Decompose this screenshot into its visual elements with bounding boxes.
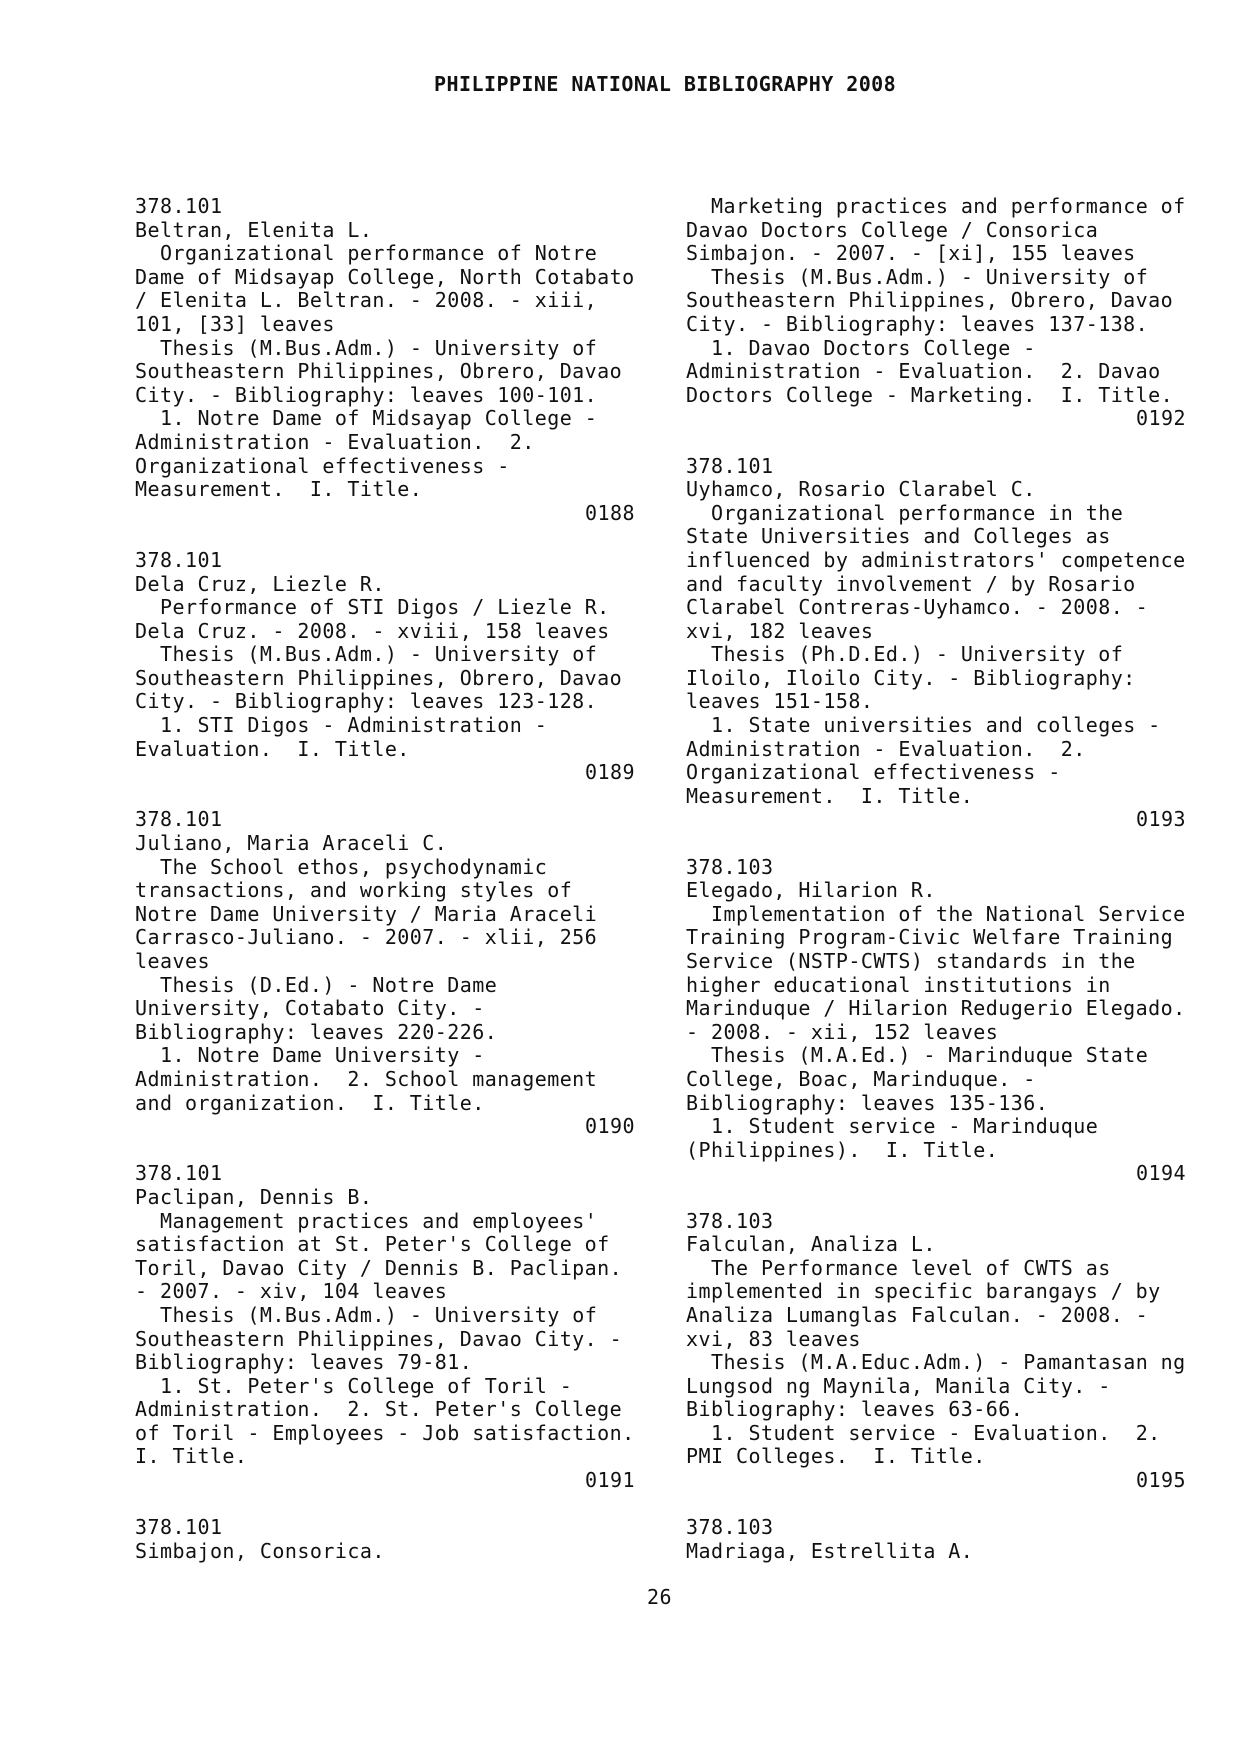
paragraph-first-line: Organizational performance of Notre [160,241,598,266]
paragraph-first-line: Thesis (M.Bus.Adm.) - University of [160,335,598,360]
description-line: Organizational effectiveness - [135,453,510,478]
author-heading: Elegado, Hilarion R. [686,878,936,903]
bibliography-entry [686,856,1186,1186]
description-line: Southeastern Philippines, Davao City. - [135,1326,623,1351]
bibliography-entry [686,1210,1186,1493]
description-line: Dame of Midsayap College, North Cotabato [135,264,635,289]
class-number: 378.101 [135,807,223,832]
paragraph-first-line: Marketing practices and performance of [711,194,1186,218]
paragraph-first-line: Thesis (M.A.Ed.) - Marinduque State [711,1043,1149,1068]
paragraph-first-line: Thesis (M.Bus.Adm.) - University of [711,264,1149,289]
accession-number: 0191 [585,1468,635,1493]
description-line: Administration. 2. St. Peter's College [135,1397,623,1422]
author-heading: Juliano, Maria Araceli C. [135,831,448,856]
description-line: Southeastern Philippines, Obrero, Davao [135,665,623,690]
class-number: 378.101 [135,547,223,572]
description-line: City. - Bibliography: leaves 100-101. [135,382,598,407]
author-heading: Paclipan, Dennis B. [135,1184,373,1209]
description-line: - 2007. - xiv, 104 leaves [135,1279,448,1304]
bibliography-entry [686,455,1186,833]
description-line: Southeastern Philippines, Obrero, Davao [686,288,1174,313]
description-line: Organizational effectiveness - [686,760,1061,785]
paragraph-first-line: Thesis (M.A.Educ.Adm.) - Pamantasan ng [711,1350,1186,1375]
class-number: 378.103 [686,854,774,879]
description-line: xvi, 182 leaves [686,618,874,643]
description-line: xvi, 83 leaves [686,1326,861,1351]
author-heading: Madriaga, Estrellita A. [686,1538,974,1563]
accession-number: 0194 [1136,1161,1186,1186]
description-line: Bibliography: leaves 63-66. [686,1397,1024,1422]
description-line: Marinduque / Hilarion Redugerio Elegado. [686,996,1186,1021]
description-line: Bibliography: leaves 220-226. [135,1019,498,1044]
paragraph-first-line: Thesis (M.Bus.Adm.) - University of [160,1302,598,1327]
accession-number: 0190 [585,1114,635,1139]
description-line: 101, [33] leaves [135,311,335,336]
class-number: 378.101 [135,1161,223,1186]
description-line: I. Title. [135,1444,248,1469]
description-line: Service (NSTP-CWTS) standards in the [686,949,1136,973]
paragraph-first-line: Thesis (M.Bus.Adm.) - University of [160,642,598,667]
description-line: / Elenita L. Beltran. - 2008. - xiii, [135,288,598,313]
paragraph-first-line: The School ethos, psychodynamic [160,854,548,879]
paragraph-first-line: Implementation of the National Service [711,901,1186,926]
accession-number: 0195 [1136,1468,1186,1493]
description-line: College, Boac, Marinduque. - [686,1066,1036,1091]
paragraph-first-line: Organizational performance in the [711,500,1124,525]
paragraph-first-line: 1. Student service - Evaluation. 2. [711,1420,1161,1445]
description-line: Administration - Evaluation. 2. [686,736,1086,761]
description-line: Lungsod ng Maynila, Manila City. - [686,1373,1111,1398]
description-line: Doctors College - Marketing. I. Title. [686,382,1174,407]
description-line: Administration - Evaluation. 2. [135,429,535,454]
paragraph-first-line: 1. St. Peter's College of Toril - [160,1373,573,1398]
description-line: State Universities and Colleges as [686,524,1111,549]
accession-number: 0193 [1136,807,1186,832]
description-line: Carrasco-Juliano. - 2007. - xlii, 256 [135,925,598,950]
description-line: leaves 151-158. [686,689,874,714]
paragraph-first-line: Management practices and employees' [160,1208,598,1233]
description-line: Bibliography: leaves 135-136. [686,1090,1049,1115]
description-line: Simbajon. - 2007. - [xi], 155 leaves [686,241,1136,266]
bibliography-entry [135,1516,635,1563]
description-line: Measurement. I. Title. [135,477,423,502]
author-heading: Falculan, Analiza L. [686,1232,936,1257]
description-line: and organization. I. Title. [135,1090,485,1115]
description-line: of Toril - Employees - Job satisfaction. [135,1420,635,1445]
description-line: Clarabel Contreras-Uyhamco. - 2008. - [686,595,1149,620]
description-line: Administration - Evaluation. 2. Davao [686,359,1161,384]
description-line: implemented in specific barangays / by [686,1279,1161,1304]
description-line: satisfaction at St. Peter's College of [135,1232,610,1257]
description-line: Southeastern Philippines, Obrero, Davao [135,359,623,384]
paragraph-first-line: 1. State universities and colleges - [711,713,1161,738]
author-heading: Simbajon, Consorica. [135,1538,385,1563]
description-line: Training Program-Civic Welfare Training [686,925,1174,950]
class-number: 378.101 [686,453,774,478]
description-line: University, Cotabato City. - [135,996,485,1021]
paragraph-first-line: 1. Davao Doctors College - [711,335,1036,360]
page-number: 26 [647,1585,672,1609]
bibliography-entry [686,1516,1186,1563]
left-column [135,195,635,1563]
author-heading: Beltran, Elenita L. [135,217,373,242]
description-line: Bibliography: leaves 79-81. [135,1350,473,1375]
bibliography-entry [135,1162,635,1492]
bibliography-entry [135,549,635,785]
description-line: higher educational institutions in [686,972,1111,997]
description-line: Iloilo, Iloilo City. - Bibliography: [686,665,1136,690]
description-line: Measurement. I. Title. [686,783,974,808]
bibliography-entry [135,808,635,1138]
description-line: leaves [135,949,210,973]
description-line: influenced by administrators' competence [686,547,1186,572]
class-number: 378.101 [135,194,223,218]
class-number: 378.101 [135,1515,223,1540]
paragraph-first-line: Thesis (Ph.D.Ed.) - University of [711,642,1124,667]
class-number: 378.103 [686,1515,774,1540]
accession-number: 0189 [585,760,635,785]
paragraph-first-line: 1. Notre Dame University - [160,1043,485,1068]
description-line: Notre Dame University / Maria Araceli [135,901,598,926]
paragraph-first-line: 1. STI Digos - Administration - [160,713,548,738]
author-heading: Dela Cruz, Liezle R. [135,571,385,596]
description-line: Analiza Lumanglas Falculan. - 2008. - [686,1302,1149,1327]
paragraph-first-line: The Performance level of CWTS as [711,1255,1111,1280]
description-line: - 2008. - xii, 152 leaves [686,1019,999,1044]
accession-number: 0188 [585,500,635,525]
page-header-title: PHILIPPINE NATIONAL BIBLIOGRAPHY 2008 [434,72,897,96]
paragraph-first-line: Thesis (D.Ed.) - Notre Dame [160,972,498,997]
paragraph-first-line: Performance of STI Digos / Liezle R. [160,595,610,620]
description-line: Toril, Davao City / Dennis B. Paclipan. [135,1255,623,1280]
description-line: City. - Bibliography: leaves 123-128. [135,689,598,714]
description-line: and faculty involvement / by Rosario [686,571,1136,596]
description-line: Administration. 2. School management [135,1066,598,1091]
accession-number: 0192 [1136,406,1186,431]
bibliography-entry [686,195,1186,431]
author-heading: Uyhamco, Rosario Clarabel C. [686,477,1036,502]
description-line: transactions, and working styles of [135,878,573,903]
paragraph-first-line: 1. Notre Dame of Midsayap College - [160,406,598,431]
paragraph-first-line: 1. Student service - Marinduque [711,1114,1099,1139]
right-column [686,195,1186,1563]
description-line: City. - Bibliography: leaves 137-138. [686,311,1149,336]
description-line: Davao Doctors College / Consorica [686,217,1099,242]
bibliography-entry [135,195,635,525]
description-line: (Philippines). I. Title. [686,1137,999,1162]
description-line: Evaluation. I. Title. [135,736,410,761]
description-line: PMI Colleges. I. Title. [686,1444,986,1469]
class-number: 378.103 [686,1208,774,1233]
description-line: Dela Cruz. - 2008. - xviii, 158 leaves [135,618,610,643]
